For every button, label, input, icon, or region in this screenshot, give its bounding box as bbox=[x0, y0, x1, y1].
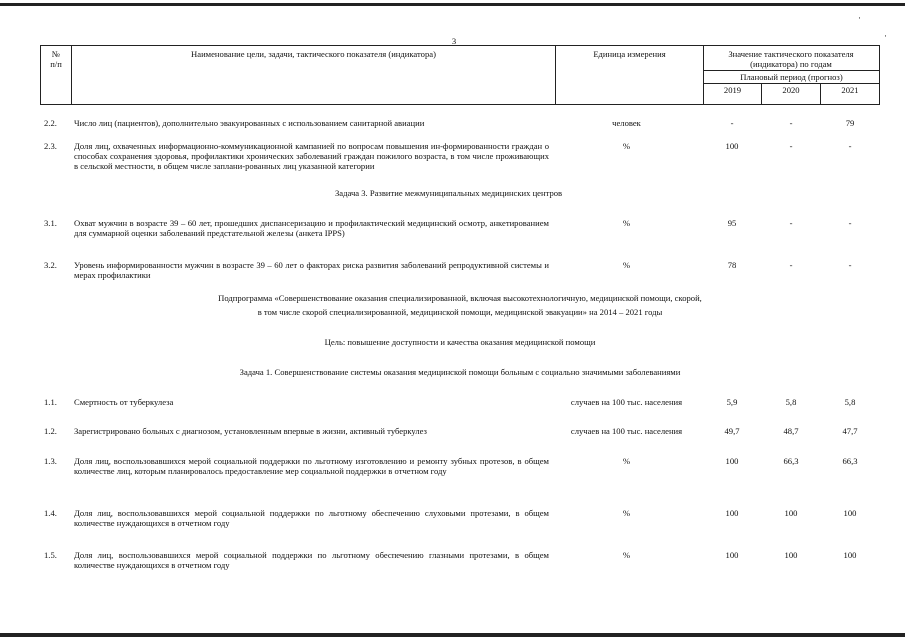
row-value-2021: 5,8 bbox=[844, 397, 856, 407]
subprogram-title-line2: в том числе скорой специализированной, медицинской помощи, медицинской эвакуации» на 2014 – 2021 годы bbox=[257, 307, 663, 317]
table-header bbox=[40, 45, 880, 105]
row-unit: человек bbox=[612, 118, 641, 128]
row-value-2020: 100 bbox=[784, 508, 798, 518]
row-unit: % bbox=[622, 218, 631, 228]
row-value-2020: 100 bbox=[784, 550, 798, 560]
row-value-2020: - bbox=[789, 218, 793, 228]
row-unit: % bbox=[622, 508, 631, 518]
row-value-2019: 49,7 bbox=[724, 426, 740, 436]
row-description: Доля лиц, охваченных информационно-коммуникационной кампанией по вопросам повышения ин-формированности граждан о способах сохранения здоровья, профилактики хронических заболеваний граждан пожилого возраста, в том числе проживающих в сельской местности, в общем числе заплани-рованных лиц указанной категории bbox=[74, 141, 549, 171]
row-number: 3.2. bbox=[44, 260, 57, 270]
header-plan-period: Плановый период (прогноз) bbox=[740, 72, 843, 82]
row-value-2019: 78 bbox=[727, 260, 737, 270]
row-value-2021: 47,7 bbox=[842, 426, 858, 436]
header-unit: Единица измерения bbox=[593, 49, 666, 59]
row-value-2021: 100 bbox=[843, 508, 857, 518]
header-name: Наименование цели, задачи, тактического показателя (индикатора) bbox=[191, 49, 436, 59]
scan-speck: · bbox=[858, 13, 861, 23]
row-value-2021: - bbox=[848, 260, 852, 270]
header-year: 2019 bbox=[723, 85, 742, 95]
row-unit: % bbox=[622, 456, 631, 466]
header-year: 2021 bbox=[841, 85, 859, 95]
row-value-2021: - bbox=[848, 218, 852, 228]
header-value-title: Значение тактического показателя (индикатора) по годам bbox=[728, 49, 854, 69]
row-value-2021: 79 bbox=[845, 118, 855, 128]
row-value-2021: - bbox=[848, 141, 852, 151]
row-description: Смертность от туберкулеза bbox=[74, 397, 174, 407]
top-border bbox=[0, 3, 905, 6]
row-value-2019: 5,9 bbox=[726, 397, 738, 407]
row-value-2019: 100 bbox=[725, 456, 739, 466]
scan-speck: · bbox=[884, 31, 887, 41]
row-number: 1.2. bbox=[44, 426, 57, 436]
header-num: № п/п bbox=[50, 49, 62, 69]
row-value-2019: - bbox=[730, 118, 734, 128]
row-unit: случаев на 100 тыс. населения bbox=[570, 397, 683, 407]
row-number: 1.5. bbox=[44, 550, 57, 560]
row-value-2021: 66,3 bbox=[842, 456, 858, 466]
row-number: 1.1. bbox=[44, 397, 57, 407]
row-number: 2.2. bbox=[44, 118, 57, 128]
task-heading: Задача 1. Совершенствование системы оказания медицинской помощи больным с социально значимыми заболеваниями bbox=[239, 367, 681, 377]
row-description: Охват мужчин в возрасте 39 – 60 лет, прошедших диспансеризацию и профилактический медицинский осмотр, анкетированием для суммарной оценки заболеваний предстательной железы (анкета IPPS) bbox=[74, 218, 549, 238]
row-value-2020: 5,8 bbox=[785, 397, 797, 407]
row-description: Доля лиц, воспользовавшихся мерой социальной поддержки по льготному изготовлению и ремонту зубных протезов, в общем количестве лиц, которым планировалось предоставление мер социальной поддержки в отчетном году bbox=[74, 456, 549, 476]
row-number: 1.3. bbox=[44, 456, 57, 466]
row-value-2020: - bbox=[789, 141, 793, 151]
row-value-2019: 95 bbox=[727, 218, 737, 228]
page-number: 3 bbox=[451, 36, 457, 46]
row-value-2020: 66,3 bbox=[783, 456, 799, 466]
bottom-border bbox=[0, 633, 905, 637]
row-description: Число лиц (пациентов), дополнительно эвакуированных с использованием санитарной авиации bbox=[74, 118, 425, 128]
row-unit: % bbox=[622, 550, 631, 560]
row-unit: % bbox=[622, 260, 631, 270]
row-description: Зарегистрировано больных с диагнозом, установленным впервые в жизни, активный туберкулез bbox=[74, 426, 427, 436]
row-number: 2.3. bbox=[44, 141, 57, 151]
row-description: Уровень информированности мужчин в возрасте 39 – 60 лет о факторах риска развития заболеваний репродуктивной системы и мерах профилактики bbox=[74, 260, 549, 280]
row-description: Доля лиц, воспользовавшихся мерой социальной поддержки по льготному обеспечению глазными протезами, в общем количестве нуждающихся в отчетном году bbox=[74, 550, 549, 570]
row-unit: случаев на 100 тыс. населения bbox=[570, 426, 683, 436]
row-value-2021: 100 bbox=[843, 550, 857, 560]
row-value-2019: 100 bbox=[725, 508, 739, 518]
row-value-2020: - bbox=[789, 118, 793, 128]
row-number: 3.1. bbox=[44, 218, 57, 228]
header-year: 2020 bbox=[782, 85, 800, 95]
task-heading: Задача 3. Развитие межмуниципальных медицинских центров bbox=[335, 188, 563, 198]
row-value-2020: 48,7 bbox=[783, 426, 799, 436]
row-description: Доля лиц, воспользовавшихся мерой социальной поддержки по льготному обеспечению слуховыми протезами, в общем количестве нуждающихся в отчетном году bbox=[74, 508, 549, 528]
goal-heading: Цель: повышение доступности и качества оказания медицинской помощи bbox=[324, 337, 596, 347]
row-value-2019: 100 bbox=[725, 141, 739, 151]
row-unit: % bbox=[622, 141, 631, 151]
subprogram-title-line1: Подпрограмма «Совершенствование оказания специализированной, включая высокотехнологичную, медицинской помощи, скорой, bbox=[218, 293, 702, 303]
row-value-2020: - bbox=[789, 260, 793, 270]
row-value-2019: 100 bbox=[725, 550, 739, 560]
row-number: 1.4. bbox=[44, 508, 57, 518]
